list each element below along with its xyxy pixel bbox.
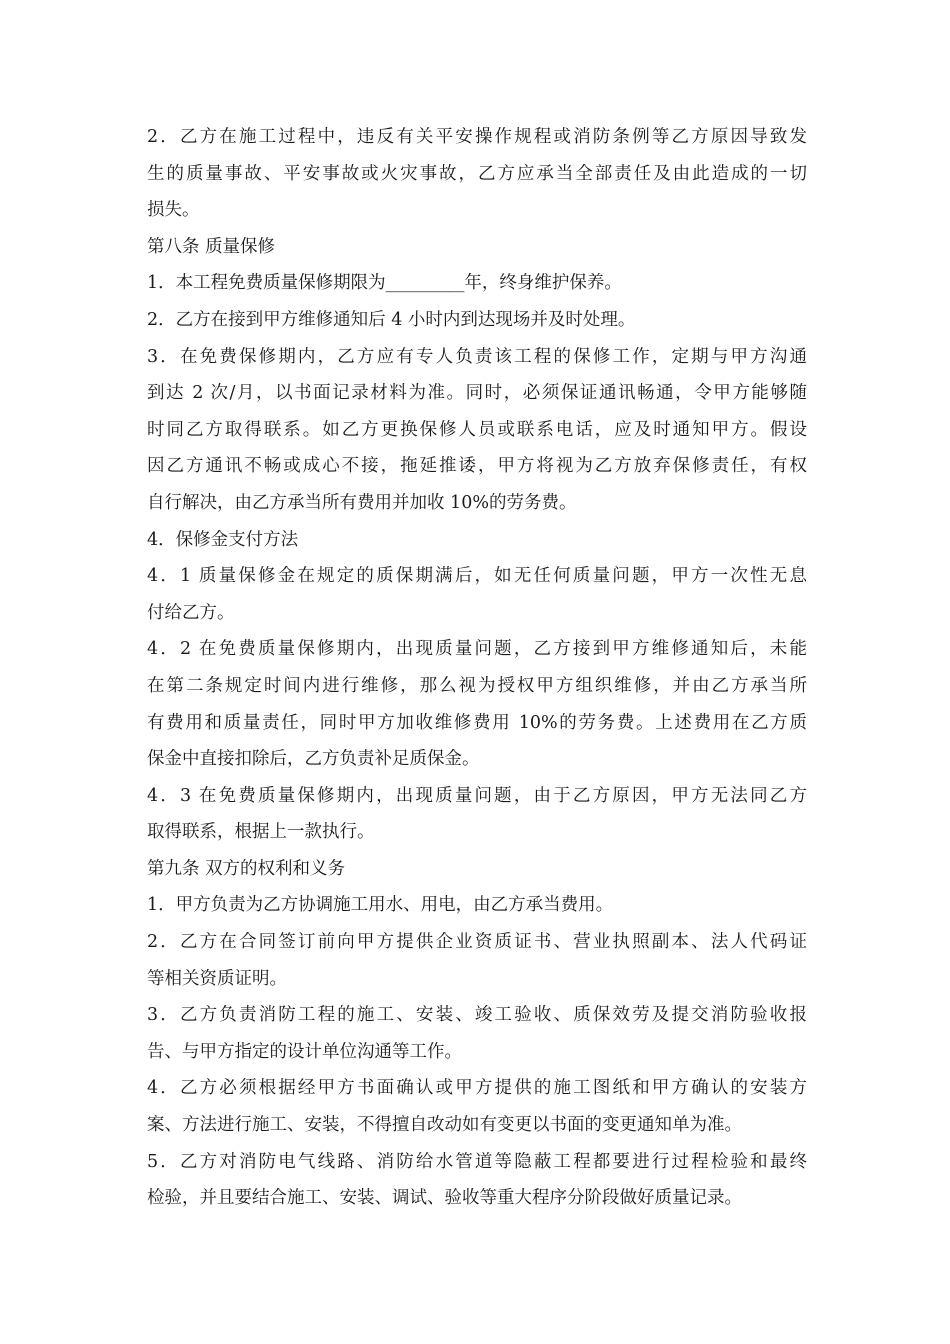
article-8-heading <box>147 229 807 266</box>
clause-8-item-4-3 <box>147 778 807 851</box>
clause-8-item-4-2 <box>147 631 807 777</box>
text-line: 4．保修金支付方法 <box>147 529 299 550</box>
text-line: 告、与甲方指定的设计单位沟通等工作。 <box>147 1041 462 1062</box>
heading-line: 第九条 双方的权利和义务 <box>147 858 346 879</box>
text-line: 检验，并且要结合施工、安装、调试、验收等重大程序分阶段做好质量记录。 <box>147 1188 742 1209</box>
text-line: 5．乙方对消防电气线路、消防给水管道等隐蔽工程都要进行过程检验和最终 <box>147 1151 807 1172</box>
clause-8-item-4-1 <box>147 558 807 631</box>
clause-9-item-3 <box>147 997 807 1070</box>
text-line: 有费用和质量责任，同时甲方加收维修费用 10%的劳务费。上述费用在乙方质 <box>147 712 807 733</box>
text-line: 自行解决，由乙方承当所有费用并加收 10%的劳务费。 <box>147 492 577 513</box>
text-line: 4．2 在免费质量保修期内，出现质量问题，乙方接到甲方维修通知后，未能 <box>147 639 807 660</box>
text-line: 时同乙方取得联系。如乙方更换保修人员或联系电话，应及时通知甲方。假设 <box>147 419 807 440</box>
text-line: 取得联系，根据上一款执行。 <box>147 822 375 843</box>
text-line: 生的质量事故、平安事故或火灾事故，乙方应承当全部责任及由此造成的一切 <box>147 163 807 184</box>
text-line: 付给乙方。 <box>147 602 235 623</box>
clause-8-item-2 <box>147 302 807 339</box>
text-line: 1．本工程免费质量保修期限为_________年，终身维护保养。 <box>147 273 622 294</box>
article-9-heading <box>147 851 807 888</box>
clause-8-item-4 <box>147 522 807 559</box>
clause-9-item-1 <box>147 887 807 924</box>
text-line: 3．在免费保修期内，乙方应有专人负责该工程的保修工作，定期与甲方沟通 <box>147 346 807 367</box>
clause-7-item-2 <box>147 119 807 229</box>
clause-8-item-3 <box>147 339 807 522</box>
text-line: 损失。 <box>147 200 200 221</box>
text-line: 到达 2 次/月，以书面记录材料为准。同时，必须保证通讯畅通，令甲方能够随 <box>147 383 807 404</box>
text-line: 等相关资质证明。 <box>147 968 287 989</box>
text-line: 在第二条规定时间内进行维修，那么视为授权甲方组织维修，并由乙方承当所 <box>147 675 807 696</box>
text-line: 1．甲方负责为乙方协调施工用水、用电，由乙方承当费用。 <box>147 895 614 916</box>
clause-8-item-1 <box>147 265 807 302</box>
text-line: 2．乙方在施工过程中，违反有关平安操作规程或消防条例等乙方原因导致发 <box>147 127 807 147</box>
document-page <box>147 119 807 1217</box>
text-line: 2．乙方在合同签订前向甲方提供企业资质证书、营业执照副本、法人代码证 <box>147 932 807 953</box>
text-line: 4．3 在免费质量保修期内，出现质量问题，由于乙方原因，甲方无法同乙方 <box>147 785 807 806</box>
text-line: 保金中直接扣除后，乙方负责补足质保金。 <box>147 749 480 770</box>
heading-line: 第八条 质量保修 <box>147 236 276 257</box>
text-line: 3．乙方负责消防工程的施工、安装、竣工验收、质保效劳及提交消防验收报 <box>147 1005 807 1026</box>
text-line: 4．乙方必须根据经甲方书面确认或甲方提供的施工图纸和甲方确认的安装方 <box>147 1078 807 1099</box>
clause-9-item-5 <box>147 1144 807 1217</box>
text-line: 因乙方通讯不畅或成心不接，拖延推诿，甲方将视为乙方放弃保修责任，有权 <box>147 456 807 477</box>
clause-9-item-2 <box>147 924 807 997</box>
clause-9-item-4 <box>147 1070 807 1143</box>
text-line: 2．乙方在接到甲方维修通知后 4 小时内到达现场并及时处理。 <box>147 309 636 330</box>
text-line: 4．1 质量保修金在规定的质保期满后，如无任何质量问题，甲方一次性无息 <box>147 566 807 587</box>
text-line: 案、方法进行施工、安装，不得擅自改动如有变更以书面的变更通知单为准。 <box>147 1115 742 1136</box>
